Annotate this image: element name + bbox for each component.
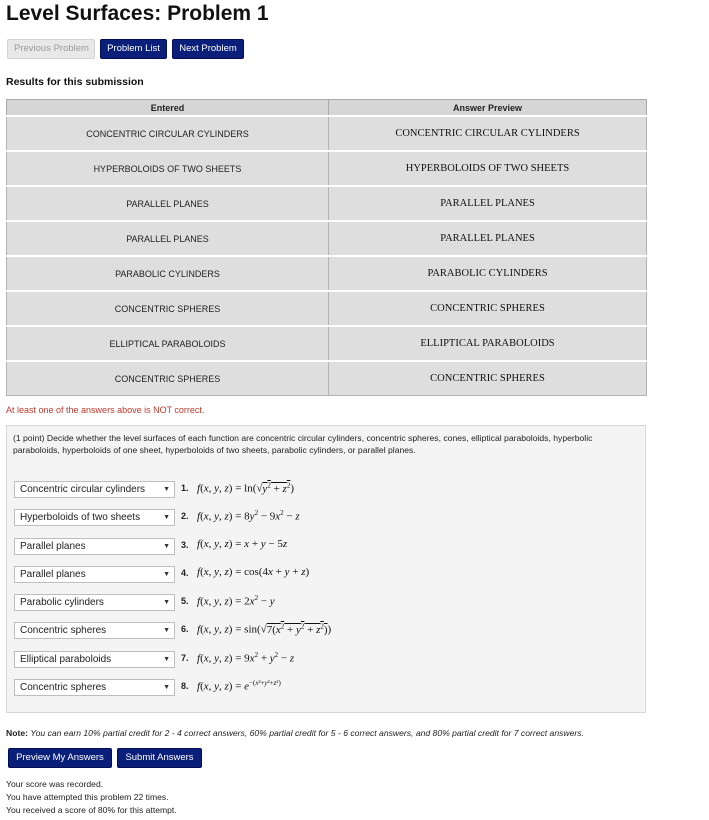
formula-2: f(x, y, $z) = 8y^2 - 9x^2 - z$ [197, 509, 300, 523]
question-number: 3. [181, 540, 189, 550]
dropdown-arrow-icon: ▼ [163, 684, 170, 691]
question-number: 8. [181, 681, 189, 691]
answer-select-2[interactable] [14, 509, 175, 526]
selected-value: Parallel planes [20, 569, 86, 580]
entered-cell: CONCENTRIC SPHERES [7, 361, 329, 396]
dropdown-arrow-icon: ▼ [163, 571, 170, 578]
status-recorded: Your score was recorded. [6, 779, 104, 789]
formula-8: f(x, y, $z) = e^{-(x^2+y^2+z^2)}$ [197, 679, 281, 693]
status-score: You received a score of 80% for this attempt. [6, 805, 177, 815]
table-row [7, 361, 647, 396]
formula-6: f(x, y, $z) = \sin(√7(x^2 + y^2 + z^2))$ [197, 622, 332, 636]
answer-preview-cell: CONCENTRIC CIRCULAR CYLINDERS [329, 116, 647, 151]
answer-preview-cell: PARALLEL PLANES [329, 221, 647, 256]
dropdown-arrow-icon: ▼ [163, 627, 170, 634]
question-number: 4. [181, 568, 189, 578]
answer-select-5[interactable] [14, 594, 175, 611]
previous-problem-button[interactable]: Previous Problem [7, 39, 95, 59]
table-row [7, 256, 647, 291]
partial-credit-note [6, 728, 584, 738]
answer-preview-cell: HYPERBOLOIDS OF TWO SHEETS [329, 151, 647, 186]
selected-value: Parallel planes [20, 541, 86, 552]
note-label: Note: [6, 728, 28, 738]
table-row [7, 116, 647, 151]
entered-cell: PARALLEL PLANES [7, 186, 329, 221]
dropdown-arrow-icon: ▼ [163, 656, 170, 663]
question-number: 7. [181, 653, 189, 663]
formula-7: f(x, y, $z) = 9x^2 + y^2 - z$ [197, 651, 295, 665]
selected-value: Parabolic cylinders [20, 597, 104, 608]
formula-1: f(x, y, $z) = \ln(√y^2 + z^2)$ [197, 481, 294, 495]
question-number: 1. [181, 483, 189, 493]
answer-select-4[interactable] [14, 566, 175, 583]
answer-select-3[interactable] [14, 538, 175, 555]
results-header-row [7, 100, 647, 117]
selected-value: Concentric circular cylinders [20, 484, 146, 495]
question-number: 2. [181, 511, 189, 521]
table-row [7, 186, 647, 221]
results-table [6, 99, 647, 396]
problem-statement: (1 point) Decide whether the level surfaces of each function are concentric circular cylinders, concentric spheres, cones, elliptical paraboloids, hyperbolic paraboloids, hyperboloids of one sheet, hyperboloids of two sheets, parabolic cylinders, or parallel planes. [13, 433, 593, 455]
answer-preview-cell: ELLIPTICAL PARABOLOIDS [329, 326, 647, 361]
answer-select-8[interactable] [14, 679, 175, 696]
answer-select-7[interactable] [14, 651, 175, 668]
table-row [7, 326, 647, 361]
question-number: 5. [181, 596, 189, 606]
question-number: 6. [181, 624, 189, 634]
answer-select-6[interactable] [14, 622, 175, 639]
entered-cell: CONCENTRIC CIRCULAR CYLINDERS [7, 116, 329, 151]
problem-box [6, 425, 646, 713]
entered-cell: PARABOLIC CYLINDERS [7, 256, 329, 291]
problem-list-button[interactable]: Problem List [100, 39, 167, 59]
column-header-entered: Entered [7, 100, 329, 117]
answer-preview-cell: PARALLEL PLANES [329, 186, 647, 221]
dropdown-arrow-icon: ▼ [163, 486, 170, 493]
dropdown-arrow-icon: ▼ [163, 599, 170, 606]
incorrect-warning: At least one of the answers above is NOT correct. [6, 405, 205, 415]
entered-cell: HYPERBOLOIDS OF TWO SHEETS [7, 151, 329, 186]
preview-answers-button[interactable]: Preview My Answers [8, 748, 112, 768]
table-row [7, 221, 647, 256]
selected-value: Hyperboloids of two sheets [20, 512, 141, 523]
formula-3: f(x, y, z) = x + y − 5z [197, 538, 288, 550]
column-header-answer-preview: Answer Preview [329, 100, 647, 117]
dropdown-arrow-icon: ▼ [163, 514, 170, 521]
formula-4: f(x, y, z) = cos(4x + y + z) [197, 566, 310, 578]
entered-cell: PARALLEL PLANES [7, 221, 329, 256]
answer-preview-cell: PARABOLIC CYLINDERS [329, 256, 647, 291]
page-title: Level Surfaces: Problem 1 [6, 2, 269, 25]
answer-preview-cell: CONCENTRIC SPHERES [329, 361, 647, 396]
submit-answers-button[interactable]: Submit Answers [117, 748, 202, 768]
results-heading: Results for this submission [6, 76, 144, 88]
note-text: You can earn 10% partial credit for 2 - 4 correct answers, 60% partial credit for 5 - 6 correct answers, and 80% partial credit for 7 correct answers. [30, 728, 584, 738]
answer-preview-cell: CONCENTRIC SPHERES [329, 291, 647, 326]
status-attempts: You have attempted this problem 22 times. [6, 792, 169, 802]
selected-value: Concentric spheres [20, 682, 107, 693]
next-problem-button[interactable]: Next Problem [172, 39, 244, 59]
selected-value: Elliptical paraboloids [20, 654, 112, 665]
table-row [7, 151, 647, 186]
table-row [7, 291, 647, 326]
dropdown-arrow-icon: ▼ [163, 543, 170, 550]
formula-5: f(x, y, $z) = 2x^2 - y$ [197, 594, 275, 608]
answer-select-1[interactable] [14, 481, 175, 498]
entered-cell: CONCENTRIC SPHERES [7, 291, 329, 326]
selected-value: Concentric spheres [20, 625, 107, 636]
entered-cell: ELLIPTICAL PARABOLOIDS [7, 326, 329, 361]
